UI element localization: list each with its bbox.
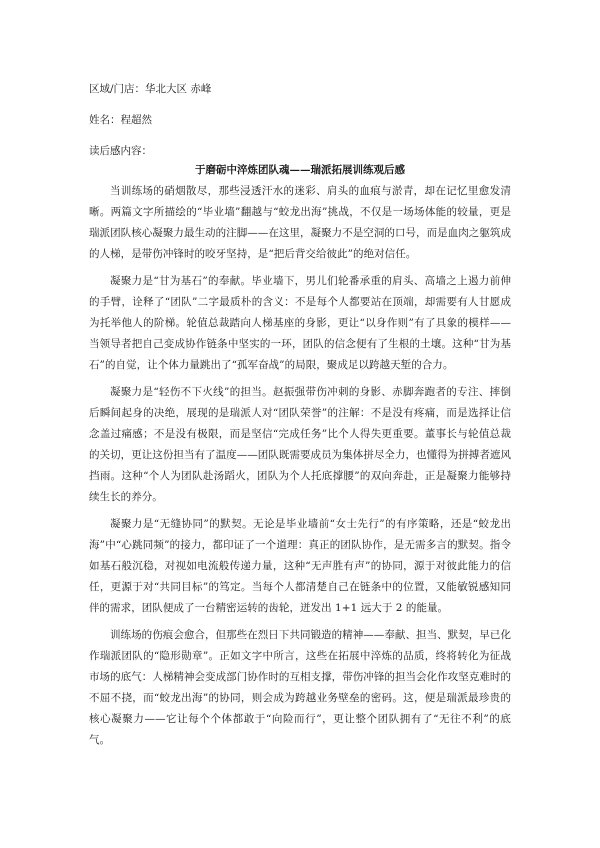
article-body (89, 181, 511, 757)
paragraph: 当训练场的硝烟散尽，那些浸透汗水的迷彩、肩头的血痕与淤青，却在记忆里愈发清晰。两篇文字所描绘的“毕业墙”翻越与“蛟龙出海”挑战，不仅是一场场体能的较量，更是瑞派团队核心凝聚力最生动的注脚——在这里，凝聚力不是空洞的口号，而是血肉之躯筑成的人梯，是带伤冲锋时的咬牙坚持，是“把后背交给彼此”的绝对信任。 (89, 185, 511, 260)
paragraph: 凝聚力是“甘为基石”的奉献。毕业墙下，男儿们轮番承重的肩头、高墙之上遏力前伸的手臂，诠释了“团队”二字最质朴的含义：不是每个人都要站在顶端，却需要有人甘愿成为托举他人的阶梯。轮值总裁踏向人梯基座的身影，更让“以身作则”有了具象的模样——当领导者把自己变成协作链条中坚实的一环，团队的信念便有了生根的土壤。这种“甘为基石”的自觉，让个体力量跳出了“孤军奋战”的局限，聚成足以跨越天堑的合力。 (89, 275, 511, 371)
paragraph: 凝聚力是“轻伤不下火线”的担当。赵振强带伤冲刺的身影、赤脚奔跑者的专注、摔倒后瞬间起身的决绝，展现的是瑞派人对“团队荣誉”的注解：不是没有疼痛，而是选择让信念盖过痛感；不是没有极限，而是坚信“完成任务”比个人得失更重要。董事长与轮值总裁的关切，更让这份担当有了温度——团队既需要成员为集体拼尽全力，也懂得为拼搏者遮风挡雨。这种“个人为团队赴汤蹈火，团队为个人托底撑腰”的双向奔赴，正是凝聚力能够持续生长的养分。 (89, 386, 511, 503)
region-value: 华北大区 赤峰 (145, 83, 212, 95)
article-title: 于磨砺中淬炼团队魂——瑞派拓展训练观后感 (195, 164, 405, 176)
name-line (89, 113, 152, 127)
name-value: 程超然 (120, 114, 152, 126)
name-label: 姓名： (89, 114, 121, 126)
region-line (89, 82, 211, 96)
paragraph: 凝聚力是“无缝协同”的默契。无论是毕业墙前“女士先行”的有序策略，还是“蛟龙出海”中“心跳同频”的接力，都印证了一个道理：真正的团队协作，是无需多言的默契。指令如基石般沉稳，对视如电流般传递力量，这种“无声胜有声”的协同，源于对彼此能力的信任，更源于对“共同目标”的笃定。当每个人都清楚自己在链条中的位置，又能敏锐感知同伴的需求，团队便成了一台精密运转的齿轮，迸发出 1+1 远大于 2 的能量。 (89, 518, 511, 614)
paragraph: 训练场的伤痕会愈合，但那些在烈日下共同锻造的精神——奉献、担当、默契，早已化作瑞派团队的“隐形勋章”。正如文字中所言，这些在拓展中淬炼的品质，终将转化为征战市场的底气：人梯精神会变成部门协作时的互相支撑，带伤冲锋的担当会化作攻坚克难时的不屈不挠，而“蛟龙出海”的协同，则会成为跨越业务壁垒的密码。这，便是瑞派最珍贵的核心凝聚力——它让每个个体都敢于“向险而行”，更让整个团队拥有了“无往不利”的底气。 (89, 629, 511, 746)
content-label: 读后感内容： (89, 145, 152, 157)
region-label: 区域/门店： (89, 83, 146, 95)
